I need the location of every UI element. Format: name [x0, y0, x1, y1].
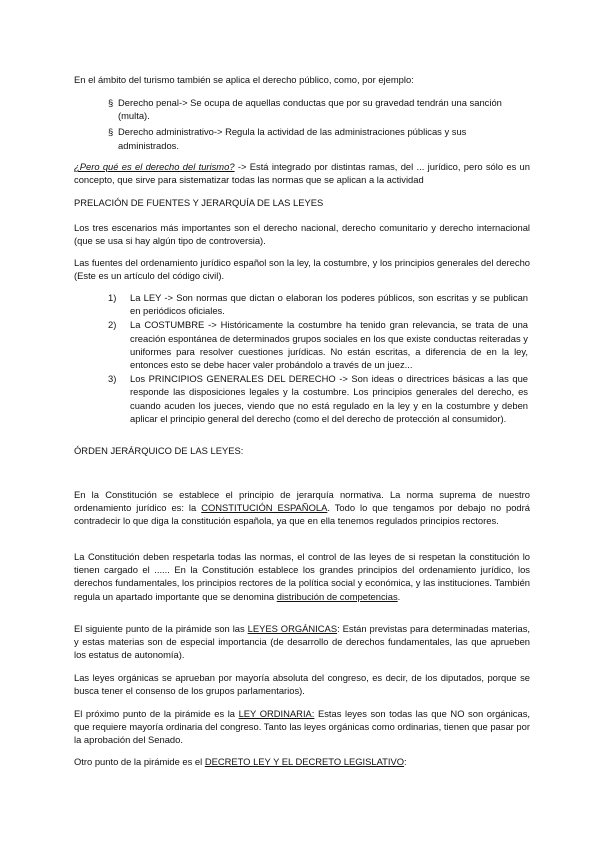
answer-text: -> Está integrado por distintas ramas, del ... jurídico, pero sólo es un concepto, que sirve para sistematizar todas las normas que se aplican a la actividad — [74, 161, 530, 186]
list-item — [108, 125, 526, 151]
text-run: . — [397, 590, 401, 602]
underlined-term: DECRETO LEY Y EL DECRETO LEGISLATIVO — [204, 756, 405, 767]
underlined-term: LEY ORDINARIA: — [238, 708, 315, 719]
public-law-branches-list — [108, 96, 526, 155]
section-sign-icon: § — [108, 126, 114, 138]
text-run: El próximo punto de la pirámide es la — [74, 708, 239, 719]
intro-paragraph: En el ámbito del turismo también se aplica el derecho público, como, por ejemplo: — [74, 74, 414, 85]
sources-list — [108, 291, 528, 426]
section-heading-prelacion: PRELACIÓN DE FUENTES Y JERARQUÍA DE LAS LEYES — [74, 197, 324, 208]
underlined-term: LEYES ORGÁNICAS — [247, 623, 338, 634]
list-item-number: 3) — [108, 373, 117, 385]
list-item-number: 1) — [108, 292, 117, 303]
list-item — [108, 291, 528, 317]
section-sign-icon: § — [108, 97, 114, 108]
question-paragraph — [74, 160, 530, 186]
paragraph-mayoria-absoluta: Las leyes orgánicas se aprueban por mayoría absoluta del congreso, es decir, de los diputados, porque se busca tener el consenso de los grupos parlamentarios). — [74, 672, 530, 697]
list-item-text: Los PRINCIPIOS GENERALES DEL DERECHO -> Son ideas o directrices básicas a las que responde las disposiciones legales y la costumbre. Los principios generales del derecho, es cuando acuden los jueces, viendo que no está regulado en la ley y en la costumbre y deben aplicar el principio general del derecho (como el del derecho de protección al consumidor). — [130, 373, 528, 424]
list-item-text: Derecho administrativo-> Regula la actividad de las administraciones públicas y sus administrados. — [118, 126, 467, 151]
underlined-term: distribución de competencias — [276, 590, 398, 602]
text-run: El siguiente punto de la pirámide son las — [74, 623, 248, 634]
text-run: . Todo lo que tengamos por debajo no podrá contradecir lo que diga la constitución española, ya que en ella tenemos regulados principios rectores. — [74, 502, 530, 527]
text-run: Otro punto de la pirámide es el — [74, 756, 205, 767]
list-item-text: Derecho penal-> Se ocupa de aquellas conductas que por su gravedad tendrán una sanción (multa). — [118, 97, 502, 122]
list-item-text: La COSTUMBRE -> Históricamente la costumbre ha tenido gran relevancia, se trata de una creación espontánea de determinados grupos sociales en los que existe conductas reiteradas y uniformes para resolver cuestiones jurídicas. No están escritas, a diferencia de en la ley, entonces esto se debe hacer valer probándolo a través de un juez... — [130, 319, 528, 371]
list-item-text: La LEY -> Son normas que dictan o elaboran los poderes públicos, son escritas y se publican en periódicos oficiales. — [130, 292, 528, 317]
list-item — [108, 96, 526, 122]
paragraph-control-constitucional — [74, 550, 530, 603]
underlined-term: CONSTITUCIÓN ESPAÑOLA — [201, 502, 328, 514]
section-heading-orden: ÓRDEN JERÁRQUICO DE LAS LEYES: — [74, 445, 244, 456]
text-run: : — [404, 756, 407, 767]
paragraph-escenarios: Los tres escenarios más importantes son el derecho nacional, derecho comunitario y derecho internacional (que se usa si hay algún tipo de controversia). — [74, 222, 530, 247]
question-text: ¿Pero qué es el derecho del turismo? — [74, 161, 235, 172]
list-item-number: 2) — [108, 319, 117, 331]
paragraph-decreto — [74, 755, 530, 768]
text-run: La Constitución deben respetarla todas las normas, el control de las leyes de si respetan la constitución lo tienen cargado el ...... En la Constitución establece los grandes principios del ordenamiento jurídico, los derechos fundamentales, los principios rectores de la política social y económica, y las instituciones. También regula un apartado importante que se denomina — [74, 551, 530, 602]
paragraph-ley-ordinaria — [74, 707, 530, 747]
paragraph-fuentes: Las fuentes del ordenamiento jurídico español son la ley, la costumbre, y los principios generales del derecho (Este es un artículo del código civil). — [74, 257, 530, 282]
paragraph-constitucion — [74, 488, 530, 528]
list-item — [108, 372, 528, 425]
text-run: Estas leyes son todas las que NO son orgánicas, que requiere mayoría ordinaria del congreso. Tanto las leyes orgánicas como ordinarias, tienen que pasar por la aprobación del Senado. — [74, 708, 530, 746]
text-run: En la Constitución se establece el principio de jerarquía normativa. La norma suprema de nuestro ordenamiento jurídico es: la — [74, 489, 530, 514]
text-run: : Están previstas para determinadas materias, y estas materias son de especial importancia (de desarrollo de derechos fundamentales, las que aprueben los estatus de autonomía). — [74, 623, 530, 661]
paragraph-leyes-organicas — [74, 622, 530, 662]
list-item — [108, 318, 528, 371]
